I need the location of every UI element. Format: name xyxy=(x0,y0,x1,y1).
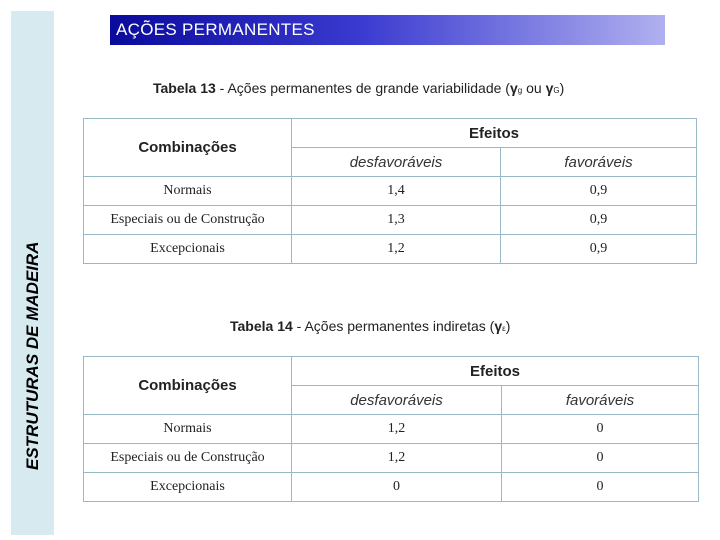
caption-or-text: ou xyxy=(522,80,546,96)
table13 xyxy=(83,118,697,264)
table14-header-desfavoraveis: desfavoráveis xyxy=(292,386,502,415)
table14 xyxy=(83,356,699,502)
gamma-g-subscript: g xyxy=(517,86,523,95)
table13-header-favoraveis: favoráveis xyxy=(501,148,697,177)
table14-row2-fav: 0 xyxy=(502,444,699,473)
table13-row3-desf: 1,2 xyxy=(292,235,501,264)
table13-row3-fav: 0,9 xyxy=(501,235,697,264)
gamma-g-symbol: γ xyxy=(509,80,518,96)
table14-row2-comb: Especiais ou de Construção xyxy=(84,444,292,473)
gamma-e-symbol: γ xyxy=(494,318,503,334)
table14-row1-comb: Normais xyxy=(84,415,292,444)
gamma-e-subscript: ε xyxy=(502,324,506,333)
table13-row2-desf: 1,3 xyxy=(292,206,501,235)
table14-row1-desf: 1,2 xyxy=(292,415,502,444)
table-row xyxy=(84,473,699,502)
table-row xyxy=(84,206,697,235)
table13-caption-label: Tabela 13 xyxy=(153,80,216,96)
table-row xyxy=(84,444,699,473)
table13-caption xyxy=(153,80,564,96)
gamma-G-subscript: G xyxy=(553,86,560,95)
table14-row3-fav: 0 xyxy=(502,473,699,502)
table14-header-efeitos: Efeitos xyxy=(292,357,699,386)
table13-row2-fav: 0,9 xyxy=(501,206,697,235)
table14-row3-comb: Excepcionais xyxy=(84,473,292,502)
table13-header-combinacoes: Combinações xyxy=(84,119,292,177)
table13-header-desfavoraveis: desfavoráveis xyxy=(292,148,501,177)
table13-caption-text: - Ações permanentes de grande variabilidade ( xyxy=(219,80,510,96)
table13-header-efeitos: Efeitos xyxy=(292,119,697,148)
table14-caption-label: Tabela 14 xyxy=(230,318,293,334)
table-row xyxy=(84,415,699,444)
caption-close: ) xyxy=(559,80,565,96)
table14-header-combinacoes: Combinações xyxy=(84,357,292,415)
table13-row3-comb: Excepcionais xyxy=(84,235,292,264)
table14-caption-text: - Ações permanentes indiretas ( xyxy=(296,318,495,334)
page-title: AÇÕES PERMANENTES xyxy=(116,20,315,39)
gamma-G-symbol: γ xyxy=(545,80,554,96)
table14-row1-fav: 0 xyxy=(502,415,699,444)
table13-row1-comb: Normais xyxy=(84,177,292,206)
table-row xyxy=(84,235,697,264)
table14-caption xyxy=(230,318,510,334)
sidebar-title: ESTRUTURAS DE MADEIRA xyxy=(23,241,42,470)
table14-row3-desf: 0 xyxy=(292,473,502,502)
table13-row1-fav: 0,9 xyxy=(501,177,697,206)
caption14-close: ) xyxy=(505,318,511,334)
header-bar xyxy=(110,15,665,45)
table14-header-favoraveis: favoráveis xyxy=(502,386,699,415)
table13-row1-desf: 1,4 xyxy=(292,177,501,206)
table-row xyxy=(84,177,697,206)
table14-row2-desf: 1,2 xyxy=(292,444,502,473)
table13-row2-comb: Especiais ou de Construção xyxy=(84,206,292,235)
